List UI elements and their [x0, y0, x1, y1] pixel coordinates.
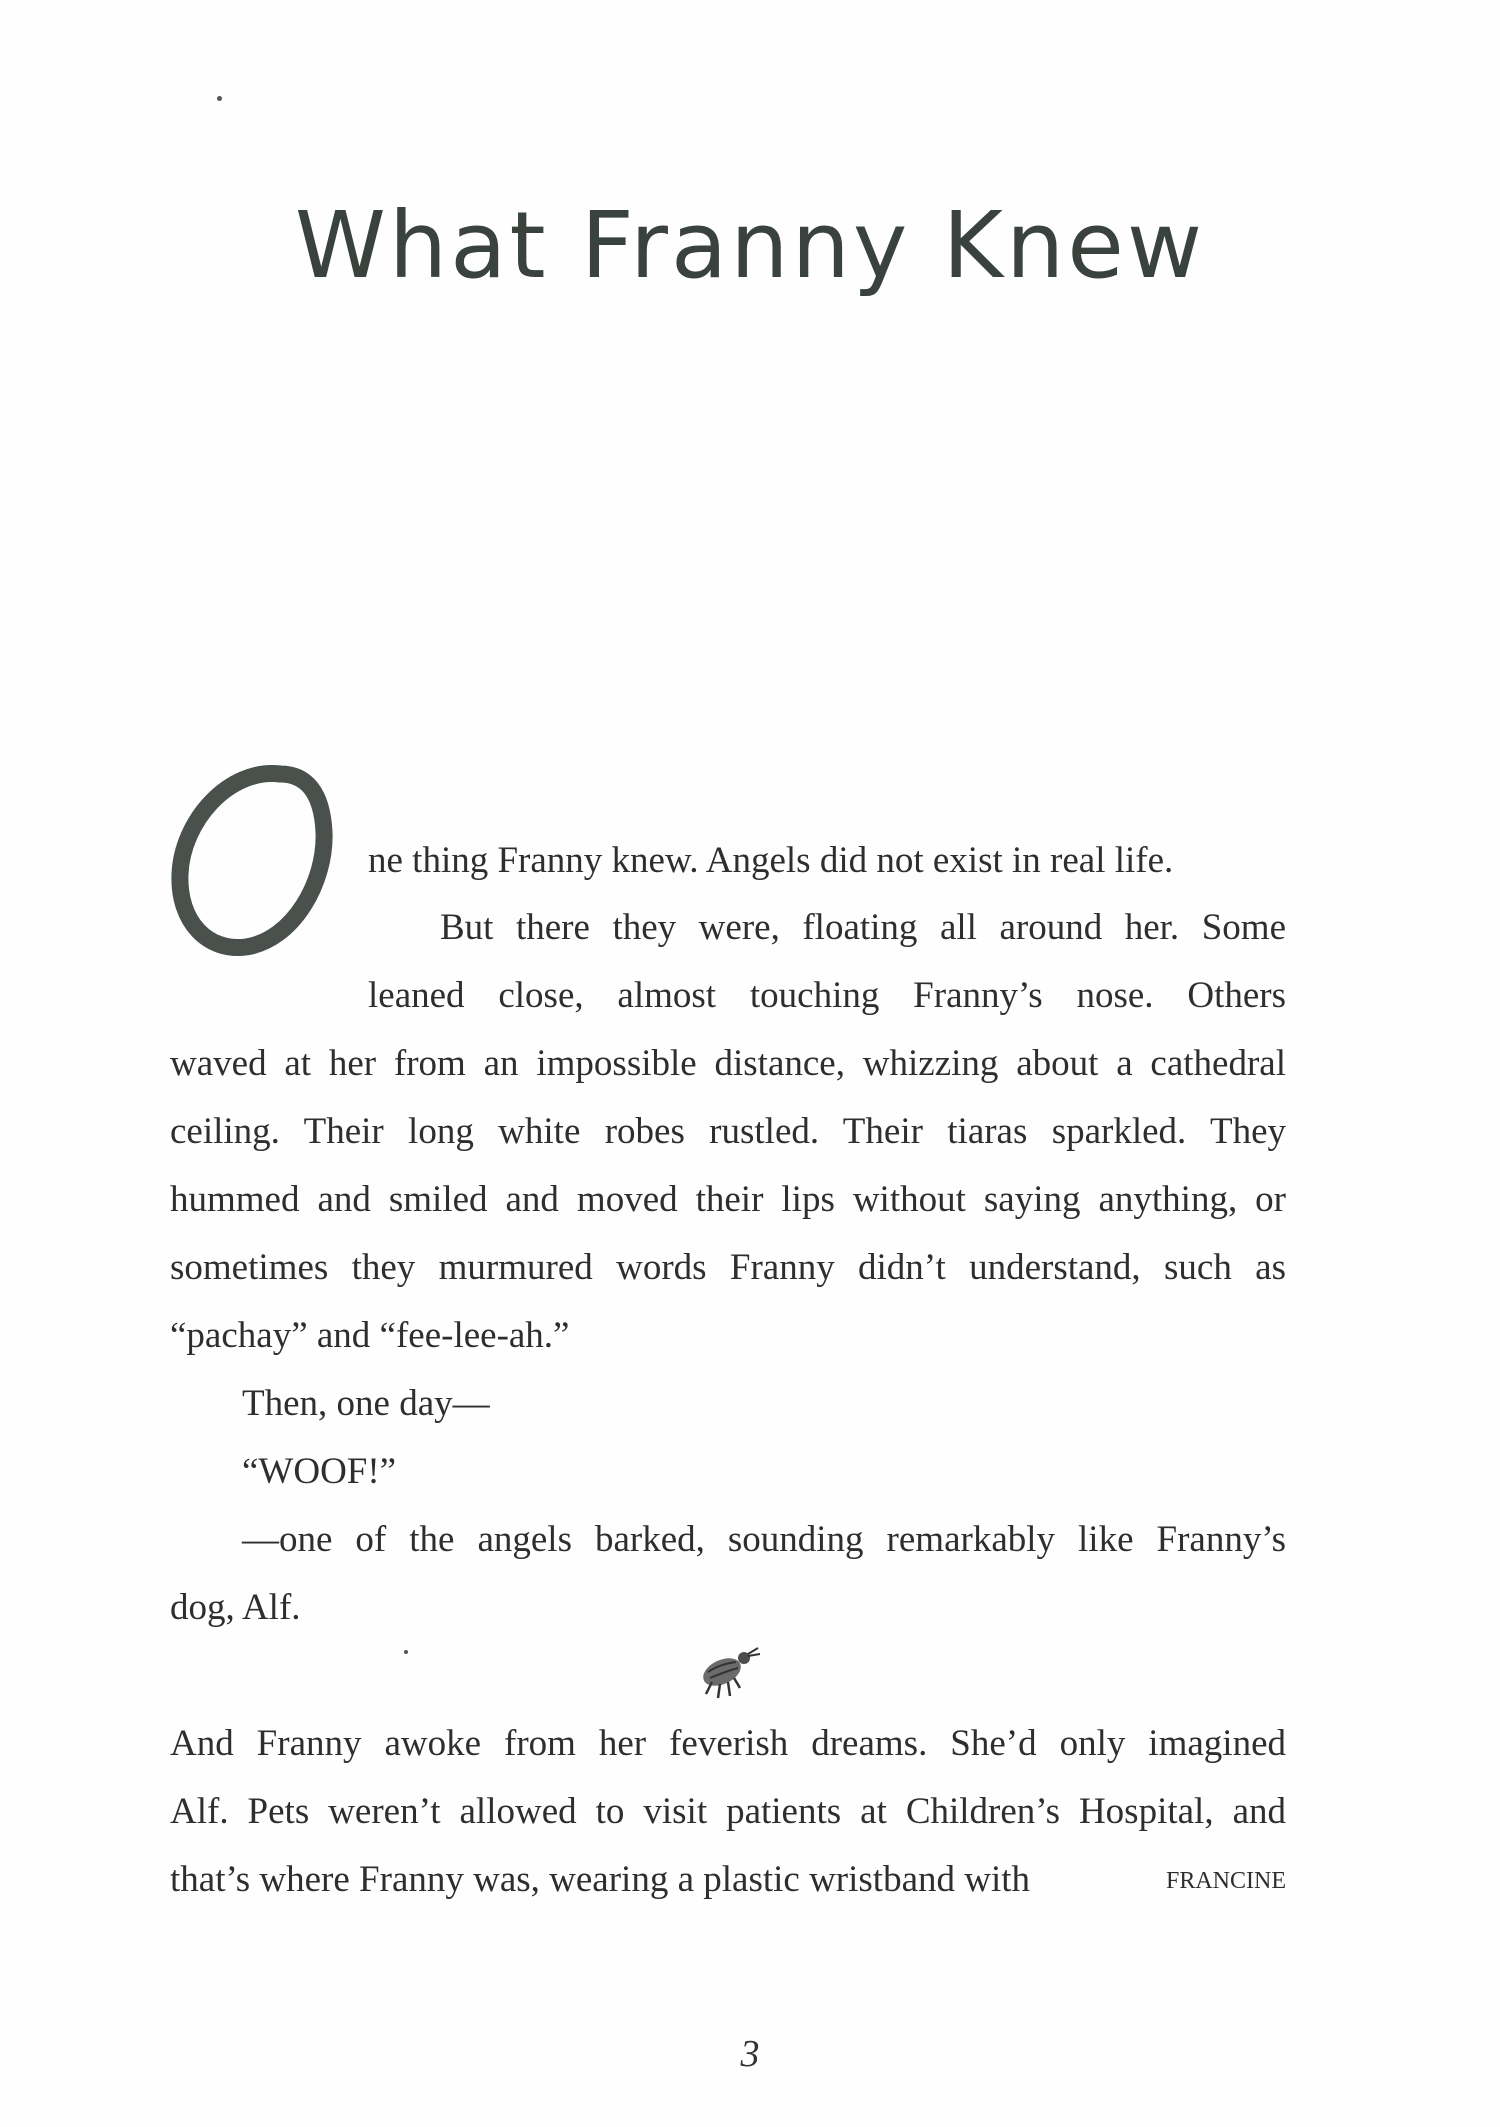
paragraph-line-text: that’s where Franny was, wearing a plastic wristband with [170, 1859, 1031, 1900]
drop-cap-letter-o [168, 762, 338, 962]
paragraph-line: ne thing Franny knew. Angels did not exist in real life. [368, 840, 1174, 881]
paragraph-line: Then, one day— [242, 1383, 490, 1424]
paragraph-line: ceiling. Their long white robes rustled. Their tiaras sparkled. They [170, 1111, 1286, 1152]
wristband-name: francine [1165, 1859, 1286, 1896]
page-number: 3 [740, 2033, 760, 2075]
paragraph-line: And Franny awoke from her feverish dreams. She’d only imagined [170, 1723, 1286, 1764]
paragraph-line: sometimes they murmured words Franny didn’t understand, such as [170, 1247, 1286, 1288]
paragraph-line: “pachay” and “fee-lee-ah.” [170, 1315, 570, 1356]
paragraph-line: “WOOF!” [242, 1451, 397, 1492]
paragraph-line: dog, Alf. [170, 1587, 301, 1628]
chapter-title: What Franny Knew [294, 192, 1206, 299]
scan-speck [404, 1650, 408, 1654]
paragraph-line: —one of the angels barked, sounding remarkably like Franny’s [242, 1519, 1286, 1560]
scan-speck [217, 96, 222, 101]
paragraph-line: Alf. Pets weren’t allowed to visit patients at Children’s Hospital, and [170, 1791, 1286, 1832]
paragraph-line: leaned close, almost touching Franny’s nose. Others [368, 975, 1286, 1016]
paragraph-line: But there they were, floating all around her. Some [440, 907, 1286, 948]
bug-ornament-icon [690, 1642, 762, 1702]
paragraph-line: hummed and smiled and moved their lips without saying anything, or [170, 1179, 1286, 1220]
paragraph-line: waved at her from an impossible distance, whizzing about a cathedral [170, 1043, 1286, 1084]
paragraph-line [170, 1861, 1286, 1898]
